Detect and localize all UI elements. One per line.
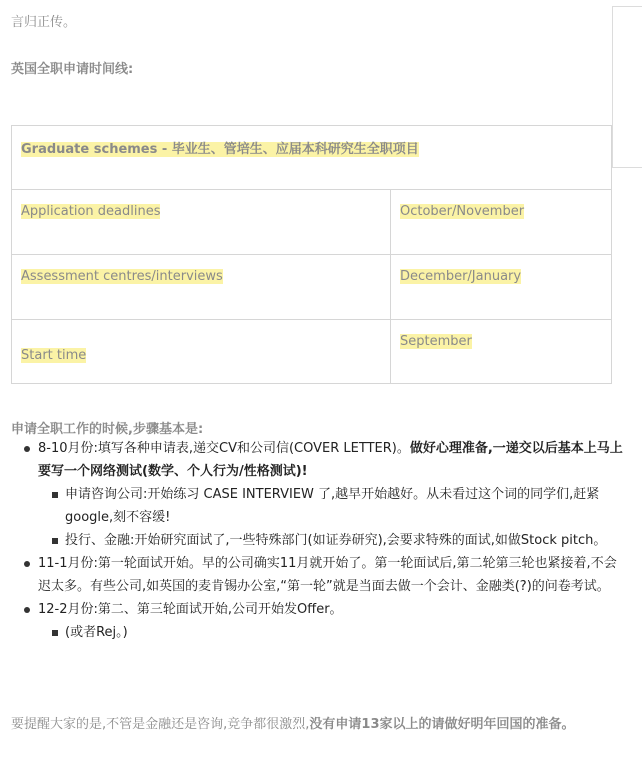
table-header-text: Graduate schemes - 毕业生、管培生、应届本科研究生全职项目 — [21, 142, 419, 157]
timeline-heading: 英国全职申请时间线: — [11, 62, 134, 77]
table-cell-label: Application deadlines — [12, 190, 391, 255]
table-row — [12, 255, 612, 320]
sub-list-item: (或者Rej。) — [38, 621, 623, 644]
table-cell-value: December/January — [391, 255, 612, 320]
sub-list — [38, 621, 623, 644]
steps-heading: 申请全职工作的时候,步骤基本是: — [11, 422, 204, 437]
timeline-table — [11, 125, 612, 384]
sub-list — [38, 483, 623, 552]
sub-list-item: 投行、金融:开始研究面试了,一些特殊部门(如证券研究),会要求特殊的面试,如做Stock pitch。 — [38, 529, 623, 552]
step-bold-text: 做好心理准备,一递交以后基本上马上要写一个网络测试(数学、个人行为/性格测试)! — [38, 441, 623, 479]
step-text: 12-2月份:第二、第三轮面试开始,公司开始发Offer。 — [38, 602, 343, 617]
sub-list-item: 申请咨询公司:开始练习 CASE INTERVIEW 了,越早开始越好。从未看过这个词的同学们,赶紧google,刻不容缓! — [38, 483, 623, 529]
list-item — [11, 552, 623, 598]
table-row — [12, 190, 612, 255]
table-cell-label: Assessment centres/interviews — [12, 255, 391, 320]
side-panel-border — [612, 6, 642, 168]
list-item — [11, 598, 623, 644]
table-cell-label: Start time — [12, 320, 391, 384]
closing-note — [11, 713, 611, 736]
step-text: 8-10月份:填写各种申请表,递交CV和公司信(COVER LETTER)。 — [38, 441, 410, 456]
step-text: 11-1月份:第一轮面试开始。早的公司确实11月就开始了。第一轮面试后,第二轮第三轮也紧接着,不会迟太多。有些公司,如英国的麦肯锡办公室,“第一轮”就是当面去做一个会计、金融类(?)的问卷考试。 — [38, 556, 617, 594]
steps-list — [11, 437, 623, 644]
table-header-row — [12, 126, 612, 190]
intro-fragment: 言归正传。 — [11, 15, 77, 30]
table-row — [12, 320, 612, 384]
list-item — [11, 437, 623, 552]
table-cell-value: October/November — [391, 190, 612, 255]
table-header-cell — [12, 126, 612, 190]
table-cell-value: September — [391, 320, 612, 384]
note-bold-text: 没有申请13家以上的请做好明年回国的准备。 — [309, 717, 575, 732]
note-text: 要提醒大家的是,不管是金融还是咨询,竞争都很激烈, — [11, 717, 310, 732]
